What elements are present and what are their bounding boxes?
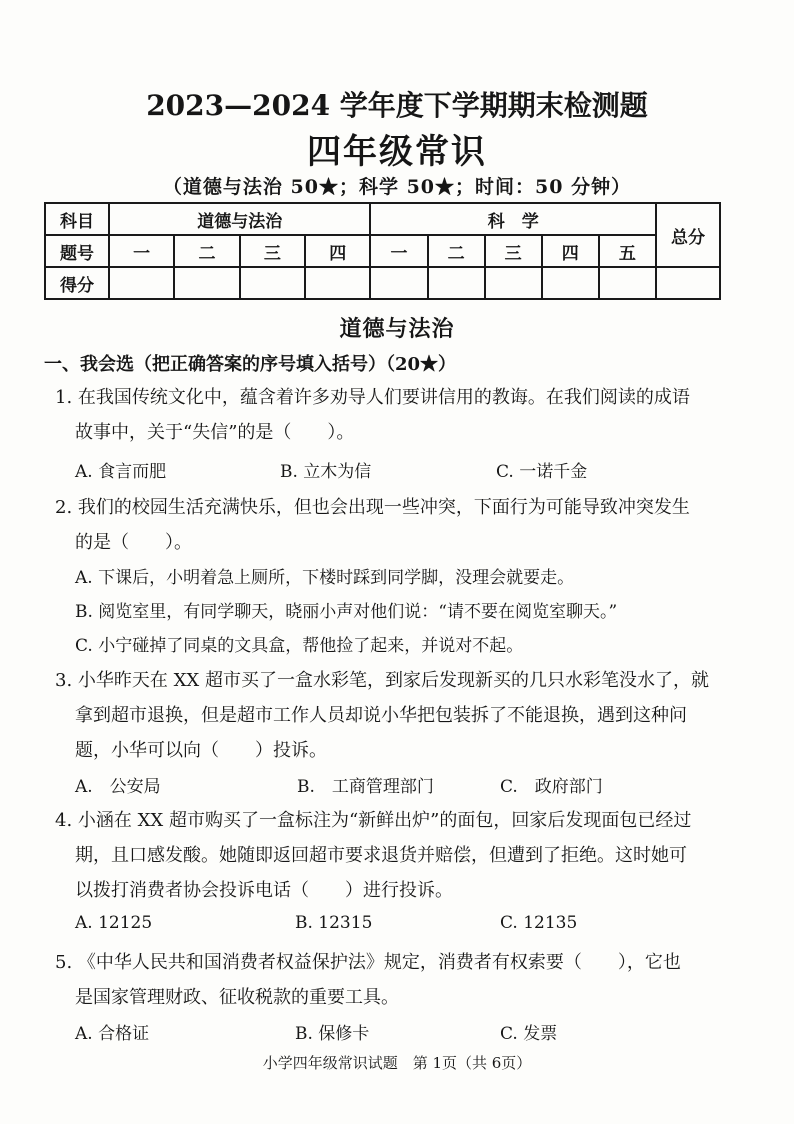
option-a[interactable]: A. 合格证 [75, 1024, 150, 1044]
score-table-moral-number: 一 [109, 235, 174, 267]
option-b[interactable]: B. 工商管理部门 [297, 777, 434, 797]
score-table-score-label: 得分 [45, 267, 109, 299]
option-b[interactable]: B. 12315 [295, 913, 373, 933]
score-cell[interactable] [485, 267, 542, 299]
question-text-line: 5. 《中华人民共和国消费者权益保护法》规定，消费者有权索要（ ），它也 [55, 952, 681, 973]
score-cell[interactable] [174, 267, 239, 299]
score-table-science-number: 三 [485, 235, 542, 267]
question-4-options [75, 913, 745, 943]
score-cell[interactable] [305, 267, 370, 299]
question-2 [55, 490, 745, 560]
section-title: 道德与法治 [339, 316, 455, 342]
question-text-line: 3. 小华昨天在 XX 超市买了一盒水彩笔，到家后发现新买的几只水彩笔没水了，就 [55, 670, 709, 691]
score-table-science-number: 二 [428, 235, 485, 267]
score-table-subject-moral: 道德与法治 [109, 203, 370, 235]
option-a[interactable]: A. 公安局 [75, 777, 161, 797]
question-4 [55, 803, 745, 908]
score-table-science-number: 四 [542, 235, 599, 267]
option-c[interactable]: C. 一诺千金 [496, 462, 588, 482]
question-1 [55, 380, 745, 450]
option-c[interactable]: C. 发票 [500, 1024, 558, 1044]
score-table-science-number: 五 [599, 235, 656, 267]
score-cell[interactable] [370, 267, 427, 299]
part-one-title: 一、我会选（把正确答案的序号填入括号）（20★） [44, 354, 457, 375]
score-table-subject-science: 科 学 [370, 203, 656, 235]
score-cell[interactable] [240, 267, 305, 299]
score-cell-total[interactable] [656, 267, 720, 299]
option-c[interactable]: C. 小宁碰掉了同桌的文具盒，帮他捡了起来，并说对不起。 [75, 636, 524, 656]
question-text-line: 的是（ ）。 [75, 532, 192, 553]
page-footer: 小学四年级常识试题 第 1页（共 6页） [262, 1054, 532, 1072]
option-a[interactable]: A. 12125 [75, 913, 153, 933]
question-text-line: 期，且口感发酸。她随即返回超市要求退货并赔偿，但遭到了拒绝。这时她可 [75, 845, 687, 866]
option-c[interactable]: C. 12135 [500, 913, 578, 933]
exam-header-subject: 四年级常识 [307, 132, 487, 172]
option-b[interactable]: B. 保修卡 [295, 1024, 370, 1044]
question-5-options [75, 1019, 745, 1049]
score-cell[interactable] [428, 267, 485, 299]
option-a[interactable]: A. 下课后，小明着急上厕所，下楼时踩到同学脚，没理会就要走。 [75, 568, 575, 588]
option-b[interactable]: B. 阅览室里，有同学聊天，晓丽小声对他们说：“请不要在阅览室聊天。” [75, 602, 618, 622]
question-text-line: 是国家管理财政、征收税款的重要工具。 [75, 987, 399, 1008]
score-cell[interactable] [109, 267, 174, 299]
option-c[interactable]: C. 政府部门 [500, 777, 603, 797]
exam-header-info: （道德与法治 50★；科学 50★；时间：50 分钟） [162, 176, 632, 198]
score-cell[interactable] [542, 267, 599, 299]
question-text-line: 拿到超市退换，但是超市工作人员却说小华把包装拆了不能退换，遇到这种问 [75, 705, 687, 726]
question-1-options [75, 457, 745, 487]
score-table-science-number: 一 [370, 235, 427, 267]
question-text-line: 2. 我们的校园生活充满快乐，但也会出现一些冲突，下面行为可能导致冲突发生 [55, 497, 690, 518]
question-3-options [75, 772, 745, 802]
score-table-subject-label: 科目 [45, 203, 109, 235]
exam-header-term: 2023—2024 学年度下学期期末检测题 [146, 89, 648, 122]
question-text-line: 故事中，关于“失信”的是（ ）。 [75, 422, 355, 443]
score-table-moral-number: 二 [174, 235, 239, 267]
score-cell[interactable] [599, 267, 656, 299]
score-table [44, 202, 721, 300]
question-5 [55, 945, 745, 1015]
question-text-line: 1. 在我国传统文化中，蕴含着许多劝导人们要讲信用的教诲。在我们阅读的成语 [55, 387, 690, 408]
score-table-moral-number: 四 [305, 235, 370, 267]
score-table-total-label: 总分 [656, 203, 720, 267]
option-b[interactable]: B. 立木为信 [280, 462, 372, 482]
question-text-line: 4. 小涵在 XX 超市购买了一盒标注为“新鲜出炉”的面包，回家后发现面包已经过 [55, 810, 692, 831]
question-text-line: 以拨打消费者协会投诉电话（ ）进行投诉。 [75, 880, 453, 901]
question-text-line: 题，小华可以向（ ）投诉。 [75, 740, 327, 761]
option-a[interactable]: A. 食言而肥 [75, 462, 167, 482]
score-table-question-label: 题号 [45, 235, 109, 267]
score-table-moral-number: 三 [240, 235, 305, 267]
question-3 [55, 663, 745, 768]
